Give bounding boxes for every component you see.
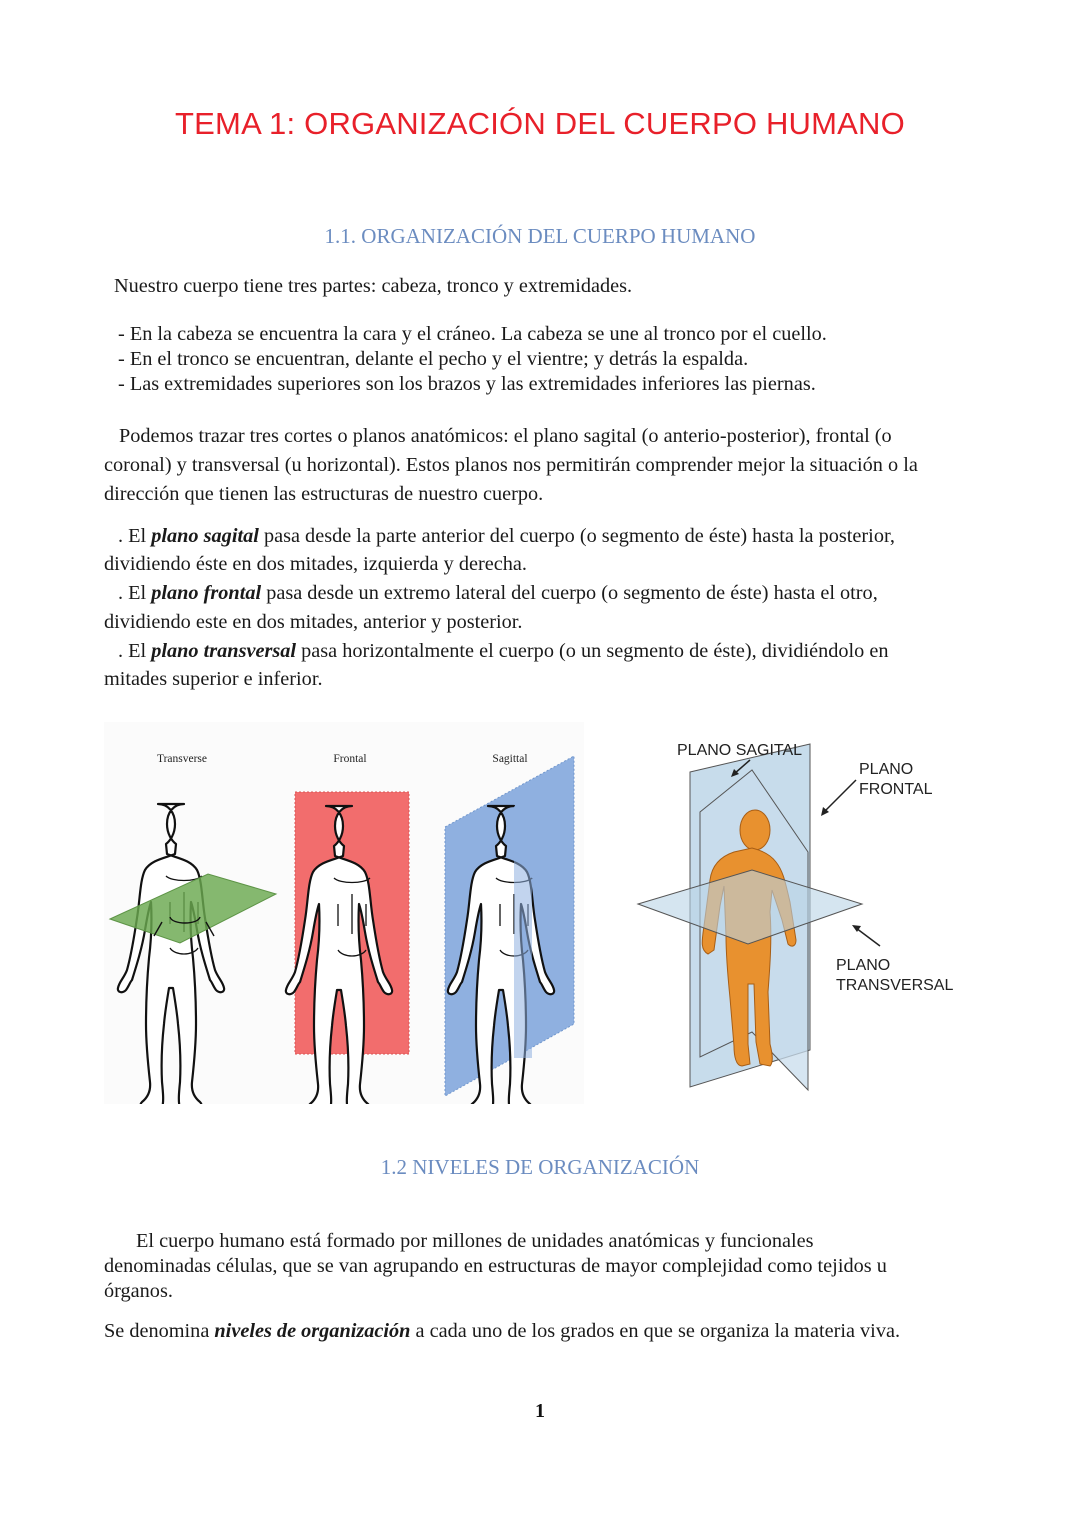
term-plano-transversal: plano transversal bbox=[151, 640, 297, 662]
paragraph-line: denominadas células, que se van agrupando en estructuras de mayor complejidad como tejidos u bbox=[104, 1255, 887, 1277]
section-heading-1-1: 1.1. ORGANIZACIÓN DEL CUERPO HUMANO bbox=[324, 224, 756, 248]
label-plano-transversal-2: TRANSVERSAL bbox=[836, 977, 954, 994]
paragraph-line: mitades superior e inferior. bbox=[104, 668, 323, 690]
paragraph-line: El cuerpo humano está formado por millones de unidades anatómicas y funcionales bbox=[136, 1230, 814, 1252]
definition-levels: Se denomina niveles de organización a cada uno de los grados en que se organiza la materia viva. bbox=[104, 1320, 901, 1342]
paragraph-line: dividiendo éste en dos mitades, izquierda y derecha. bbox=[104, 553, 527, 575]
label-plano-sagital: PLANO SAGITAL bbox=[677, 742, 803, 759]
body-parts-list bbox=[118, 322, 827, 397]
label-plano-frontal-2: FRONTAL bbox=[859, 781, 933, 798]
paragraph-line: órganos. bbox=[104, 1280, 173, 1302]
transverse-plane-3d bbox=[638, 870, 862, 944]
section-heading-1-2: 1.2 NIVELES DE ORGANIZACIÓN bbox=[380, 1155, 700, 1179]
label-plano-transversal-1: PLANO bbox=[836, 957, 891, 974]
document-title: TEMA 1: ORGANIZACIÓN DEL CUERPO HUMANO bbox=[175, 106, 905, 141]
term-niveles-organizacion: niveles de organización bbox=[214, 1320, 411, 1342]
paragraph-line: coronal) y transversal (u horizontal). Estos planos nos permitirán comprender mejor la situación o la bbox=[104, 454, 918, 476]
body-planes-3d-figure bbox=[630, 732, 960, 1092]
term-plano-frontal: plano frontal bbox=[151, 582, 262, 604]
label-transverse: Transverse bbox=[156, 753, 208, 765]
page-number: 1 bbox=[535, 1400, 545, 1422]
label-sagittal: Sagittal bbox=[492, 753, 528, 765]
anatomical-planes-figure bbox=[104, 722, 584, 1104]
label-frontal: Frontal bbox=[333, 753, 367, 765]
paragraph-line: Podemos trazar tres cortes o planos anatómicos: el plano sagital (o anterio-posterior), frontal (o bbox=[119, 425, 892, 447]
paragraph-line: dividiendo este en dos mitades, anterior y posterior. bbox=[104, 611, 523, 633]
paragraph-line: . El plano sagital pasa desde la parte anterior del cuerpo (o segmento de éste) hasta la posterior, bbox=[118, 525, 895, 547]
list-item: - Las extremidades superiores son los brazos y las extremidades inferiores las piernas. bbox=[118, 373, 816, 395]
paragraph-line: . El plano transversal pasa horizontalmente el cuerpo (o un segmento de éste), dividiéndolo en bbox=[118, 640, 889, 662]
label-plano-frontal-1: PLANO bbox=[859, 761, 914, 778]
intro-text: Nuestro cuerpo tiene tres partes: cabeza, tronco y extremidades. bbox=[114, 275, 633, 297]
list-item: - En la cabeza se encuentra la cara y el cráneo. La cabeza se une al tronco por el cuello. bbox=[118, 323, 827, 345]
arrow-frontal bbox=[824, 780, 856, 812]
paragraph-line: dirección que tienen las estructuras de nuestro cuerpo. bbox=[104, 483, 544, 505]
paragraph-line: . El plano frontal pasa desde un extremo lateral del cuerpo (o segmento de éste) hasta el otro, bbox=[118, 582, 878, 604]
list-item: - En el tronco se encuentran, delante el pecho y el vientre; y detrás la espalda. bbox=[118, 348, 749, 370]
arrow-transversal bbox=[856, 928, 880, 946]
term-plano-sagital: plano sagital bbox=[151, 525, 259, 547]
